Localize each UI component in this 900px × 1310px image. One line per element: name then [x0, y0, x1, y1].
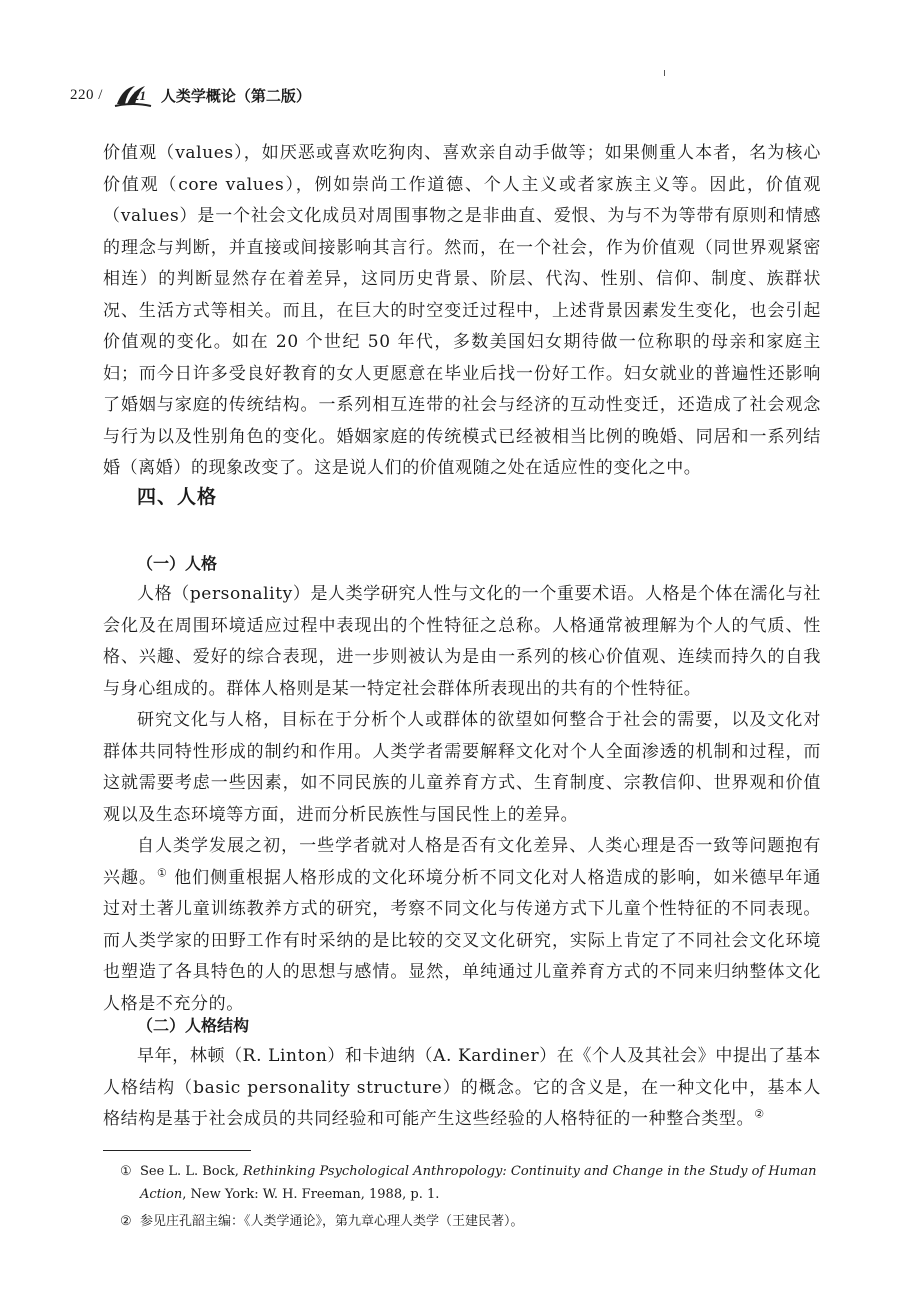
subsection-2-paragraph-1 — [103, 1041, 821, 1136]
subsection-1-paragraph-1: 人格（personality）是人类学研究人性与文化的一个重要术语。人格是个体在濡化与社会化及在周围环境适应过程中表现出的个性特征之总称。人格通常被理解为个人的气质、性格、兴趣、爱好的综合表现，进一步则被认为是由一系列的核心价值观、连续而持久的自我与身心组成的。群体人格则是某一特定社会群体所表现出的共有的个性特征。 — [103, 584, 821, 699]
subsection-2-text: 早年，林顿（R. Linton）和卡迪纳（A. Kardiner）在《个人及其社会》中提出了基本人格结构（basic personality structure）的概念。它的含义是，在一种文化中，基本人格结构是基于社会成员的共同经验和可能产生这些经验的人格特征的一种整合类型。 — [103, 1046, 821, 1129]
footnote-ref-2[interactable]: ② — [754, 1107, 765, 1121]
svg-text:21: 21 — [132, 88, 146, 103]
footnote-1-mark: ① — [120, 1164, 132, 1179]
intro-paragraph: 价值观（values），如厌恶或喜欢吃狗肉、喜欢亲自动手做等；如果侧重人本者，名为核心价值观（core values），例如崇尚工作道德、个人主义或者家族主义等。因此，价值观（values）是一个社会文化成员对周围事物之是非曲直、爱恨、为与不为等带有原则和情感的理念与判断，并直接或间接影响其言行。然而，在一个社会，作为价值观（同世界观紧密相连）的判断显然存在着差异，这同历史背景、阶层、代沟、性别、信仰、制度、族群状况、生活方式等相关。而且，在巨大的时空变迁过程中，上述背景因素发生变化，也会引起价值观的变化。如在 20 个世纪 50 年代，多数美国妇女期待做一位称职的母亲和家庭主妇；而今日许多受良好教育的女人更愿意在毕业后找一份好工作。妇女就业的普遍性还影响了婚姻与家庭的传统结构。一系列相互连带的社会与经济的互动性变迁，还造成了社会观念与行为以及性别角色的变化。婚姻家庭的传统模式已经被相当比例的晚婚、同居和一系列结婚（离婚）的现象改变了。这是说人们的价值观随之处在适应性的变化之中。 — [103, 143, 821, 478]
subsection-1 — [103, 549, 821, 1020]
subsection-1-heading: （一）人格 — [137, 554, 218, 573]
publisher-logo-icon — [113, 80, 153, 110]
paragraph-3-text-b: 他们侧重根据人格形成的文化环境分析不同文化对人格造成的影响，如米德早年通过对土著儿童训练教养方式的研究，考察不同文化与传递方式下儿童个性特征的不同表现。而人类学家的田野工作有时采纳的是比较的交叉文化研究，实际上肯定了不同社会文化环境也塑造了各具特色的人的思想与感情。显然，单纯通过儿童养育方式的不同来归纳整体文化人格是不充分的。 — [103, 867, 821, 1014]
section-heading: 四、人格 — [137, 486, 218, 508]
subsection-1-paragraph-2: 研究文化与人格，目标在于分析个人或群体的欲望如何整合于社会的需要，以及文化对群体共同特性形成的制约和作用。人类学者需要解释文化对个人全面渗透的机制和过程，而这就需要考虑一些因素，如不同民族的儿童养育方式、生育制度、宗教信仰、世界观和价值观以及生态环境等方面，进而分析民族性与国民性上的差异。 — [103, 710, 821, 825]
book-title: 人类学概论（第二版） — [160, 86, 311, 105]
page-number: 220 / — [70, 86, 103, 103]
footnote-1-post: , New York: W. H. Freeman, 1988, p. 1. — [182, 1187, 440, 1202]
footnote-1-pre: See L. L. Bock, — [140, 1164, 244, 1179]
footnote-1 — [120, 1160, 830, 1206]
footnotes — [120, 1160, 830, 1233]
footnote-2 — [120, 1210, 830, 1233]
footnote-ref-1[interactable]: ① — [156, 865, 168, 879]
subsection-2-heading: （二）人格结构 — [137, 1016, 250, 1035]
intro-block — [103, 138, 821, 485]
scan-mark — [664, 70, 665, 76]
page-header — [70, 78, 311, 112]
footnote-divider — [103, 1150, 251, 1151]
subsection-2 — [103, 1011, 821, 1136]
subsection-1-paragraph-3 — [103, 831, 821, 1020]
footnote-2-text: 参见庄孔韶主编：《人类学通论》，第九章心理人类学（王建民著）。 — [140, 1214, 524, 1229]
footnote-1-title: Rethinking Psychological Anthropology: Continuity and Change in the Study of Human Action — [140, 1164, 817, 1202]
footnote-2-mark: ② — [120, 1214, 132, 1229]
paragraph-3-text-a: 自人类学发展之初，一些学者就对人格是否有文化差异、人类心理是否一致等问题抱有兴趣。 — [103, 836, 821, 888]
